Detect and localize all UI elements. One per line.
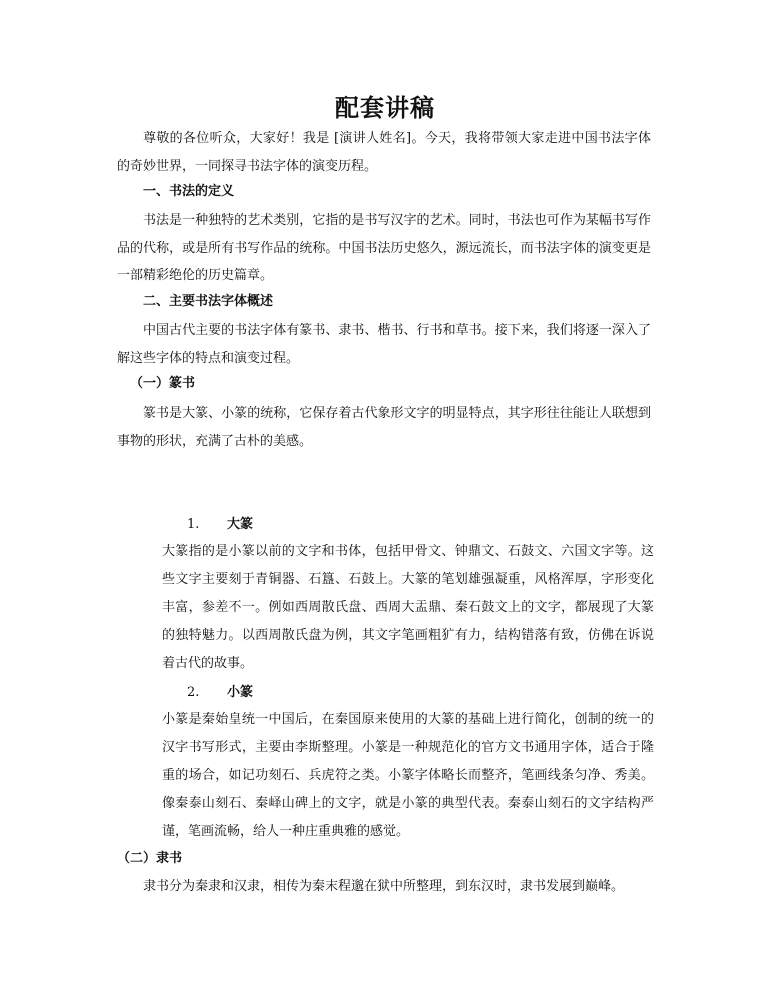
lishu-paragraph: 隶书分为秦隶和汉隶，相传为秦末程邈在狱中所整理，到东汉时，隶书发展到巅峰。: [143, 879, 625, 894]
subsection-heading-zhuanshu: （一）篆书: [130, 376, 196, 391]
overview-paragraph: 中国古代主要的书法字体有篆书、隶书、楷书、行书和草书。接下来，我们将逐一深入了解这些字体的特点和演变过程。: [117, 323, 651, 366]
list-label: 大篆: [227, 517, 254, 532]
page-title: 配套讲稿: [335, 94, 435, 122]
list-number: 2.: [187, 685, 200, 700]
definition-paragraph: 书法是一种独特的艺术类别，它指的是书写汉字的艺术。同时，书法也可作为某幅书写作品的代称，或是所有书写作品的统称。中国书法历史悠久，源远流长，而书法字体的演变更是一部精彩绝伦的历史篇章。: [117, 213, 651, 283]
xiaozhuan-paragraph: 小篆是秦始皇统一中国后，在秦国原来使用的大篆的基础上进行简化，创制的统一的汉字书写形式，主要由李斯整理。小篆是一种规范化的官方文书通用字体，适合于隆重的场合，如记功刻石、兵虎符之类。小篆字体略长而整齐，笔画线条匀净、秀美。像秦泰山刻石、秦峄山碑上的文字，就是小篆的典型代表。秦泰山刻石的文字结构严谨，笔画流畅，给人一种庄重典雅的感觉。: [162, 712, 654, 839]
subsection-heading-lishu: （二）隶书: [117, 851, 183, 866]
list-number: 1.: [187, 517, 200, 532]
section-heading-overview: 二、主要书法字体概述: [143, 294, 274, 309]
zhuanshu-paragraph: 篆书是大篆、小篆的统称，它保存着古代象形文字的明显特点，其字形往往能让人联想到事物的形状，充满了古朴的美感。: [117, 406, 651, 449]
intro-paragraph: 尊敬的各位听众，大家好！我是 [演讲人姓名]。今天，我将带领大家走进中国书法字体的奇妙世界，一同探寻书法字体的演变历程。: [117, 131, 651, 174]
dazhuan-paragraph: 大篆指的是小篆以前的文字和书体，包括甲骨文、钟鼎文、石鼓文、六国文字等。这些文字主要刻于青铜器、石簋、石鼓上。大篆的笔划雄强凝重，风格浑厚，字形变化丰富，参差不一。例如西周散氏盘、西周大盂鼎、秦石鼓文上的文字，都展现了大篆的独特魅力。以西周散氏盘为例，其文字笔画粗犷有力，结构错落有致，仿佛在诉说着古代的故事。: [162, 544, 654, 671]
list-item-xiaozhuan: [187, 683, 253, 703]
list-item-dazhuan: [187, 515, 253, 535]
section-heading-definition: 一、书法的定义: [143, 184, 235, 199]
list-label: 小篆: [227, 685, 254, 700]
